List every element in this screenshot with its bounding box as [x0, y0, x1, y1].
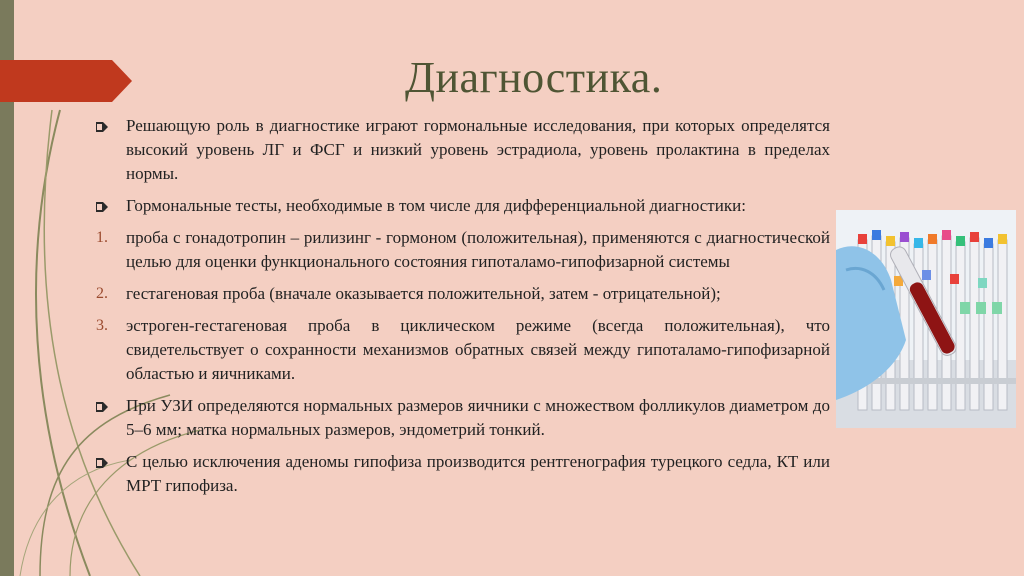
numbered-text: проба с гонадотропин – рилизинг - гормоном (положительная), применяются с диагностической целью для оценки функционального состояния гипоталамо-гипофизарной системы: [126, 228, 830, 271]
bullet-arrow-icon: [96, 394, 108, 419]
bullet-text: С целью исключения аденомы гипофиза производится рентгенография турецкого седла, КТ или МРТ гипофиза.: [126, 452, 830, 495]
item-number: 2.: [96, 285, 108, 302]
numbered-text: эстроген-гестагеновая проба в циклическом режиме (всегда положительная), что свидетельствует о сохранности механизмов обратных связей между гипоталамо-гипофизарной областью и яичниками.: [126, 316, 830, 383]
numbered-item: [96, 314, 830, 386]
slide-title: Диагностика.: [405, 53, 663, 102]
numbered-item: [96, 226, 830, 274]
item-number: 3.: [96, 317, 108, 334]
bullet-item: [96, 394, 830, 442]
bullet-text: Решающую роль в диагностике играют гормональные исследования, при которых определятся высокий уровень ЛГ и ФСГ и низкий уровень эстрадиола, уровень пролактина в пределах нормы.: [126, 116, 830, 183]
numbered-text: гестагеновая проба (вначале оказывается положительной, затем - отрицательной);: [126, 284, 721, 303]
title-accent-tab: [0, 60, 132, 102]
slide-content: [96, 114, 830, 506]
bullet-arrow-icon: [96, 450, 108, 475]
numbered-item: [96, 282, 830, 306]
bullet-arrow-icon: [96, 114, 108, 139]
bullet-text: При УЗИ определяются нормальных размеров яичники с множеством фолликулов диаметром до 5–6 мм; матка нормальных размеров, эндометрий тонкий.: [126, 396, 830, 439]
bullet-item: [96, 114, 830, 186]
test-tubes-photo: [836, 210, 1016, 428]
bullet-item: [96, 194, 830, 218]
bullet-arrow-icon: [96, 194, 108, 219]
bullet-text: Гормональные тесты, необходимые в том числе для дифференциальной диагностики:: [126, 196, 746, 215]
item-number: 1.: [96, 229, 108, 246]
bullet-item: [96, 450, 830, 498]
